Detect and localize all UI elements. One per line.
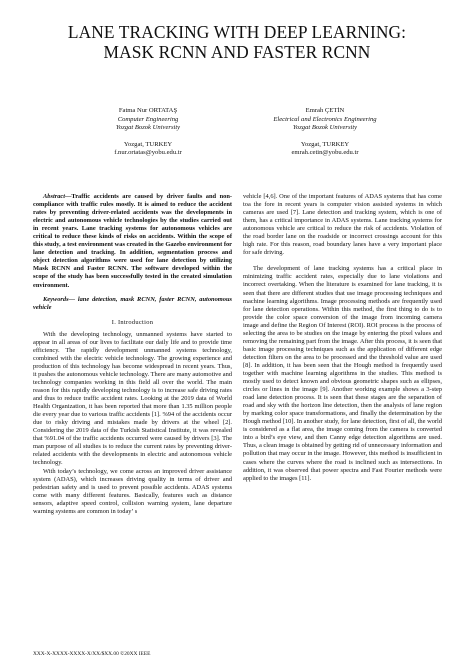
left-column bbox=[33, 193, 232, 516]
author-university: Yozgat Bozok University bbox=[115, 124, 181, 132]
author-university: Yozgat Bozok University bbox=[292, 124, 358, 132]
right-column bbox=[243, 193, 442, 483]
author-department: Computer Engineering bbox=[117, 115, 179, 123]
body-paragraph: The development of lane tracking systems has a critical place in minimizing traffic accident rates, especially due to lane violations and incorrect overtaking. When the literature is examined for lane tracking, it is seen that there are different studies that use image processing techniques and machine learning algorithms. Image processing methods are frequently used for lane detection operations. Within this method, the first thing to do is to provide the color space conversion of the image from incoming camera image and define the Region Of Interest (ROI). ROI process is the process of selecting the area to be studies on the image by entering the pixel values and removing the remaining part from the image. After this process, it is seen that basic image processing techniques such as the application of different edge detection filters on the area to be processed and the threshold value are used [8]. In addition, it has been seen that the Hough method is frequently used together with machine learning algorithms in the studies. This method is mostly used to detect known and obvious geometric shapes such as ellipses, circles or lines in the image [9]. Another working example shows a 3-step road lane detection process. It is seen that these stages are the separation of road and sky with the horizon line detection, then the analysis of lane region by marking color space transformations, and finally the determination by the Hough method [10]. In another study, for lane detection, first of all, the world is considered as a flat area, the image coming from the camera is converted into a bird’s eye view, and then Canny edge detection algorithms are used. Thus, a clean image is obtained by getting rid of unnecessary information and pollution that may occur in the image. However, this method is insufficient in cases where the curves where the road is inclined such as intersections. In addition, it was observed that power spectra and Fast Fourier methods were applied to the images [11]. bbox=[243, 265, 442, 482]
copyright-footer: XXX-X-XXXX-XXXX-X/XX/$XX.00 ©20XX IEEE bbox=[33, 651, 151, 657]
author-block-1 bbox=[63, 107, 233, 158]
author-block-2 bbox=[240, 107, 410, 158]
abstract bbox=[33, 193, 232, 290]
author-department: Electrical and Electronics Engineering bbox=[273, 115, 377, 123]
author-email: emrah.cetin@yobu.edu.tr bbox=[291, 149, 359, 157]
section-heading-introduction: I. Introduction bbox=[111, 318, 154, 326]
author-city: Yozgat, TURKEY bbox=[123, 140, 173, 148]
body-paragraph: With today’s technology, we come across an improved driver assistance system (ADAS), which increases driving quality in terms of driver and pedestrian safety and is used to prevent possible accidents. ADAS systems come with many different features. Basically, features such as distance sensors, adaptive speed control, collision warning system, lane departure warning systems are common in today’ s bbox=[33, 467, 232, 515]
body-paragraph: With the developing technology, unmanned systems have started to appear in all areas of our lives to facilitate our daily life and to provide time efficiency. The rapidly development unmanned systems technology, combined with the electric vehicle technology. The growing experience and production of this technology has become widespread in recent years. Thus, it pushes the autonomous vehicle technology. There are many automotive and technology companies working in this field all over the world. The main reason for this rapidly developing technology is to increase safe driving rates and thus to reduce traffic accident rates. Looking at the 2019 data of World Health Organization, it has been reported that more than 1.35 million people die every year due to various traffic accidents [1]. %94 of the accidents occur due to risky driving and mistakes made by drivers at the wheel [2]. Considering the 2019 data of the Turkish Statistical Institute, it was revealed that %91.04 of the traffic accidents occurred were caused by drivers [3]. The man purpose of all studies is to reduce the current rates by preventing driver- related accidents with the developments in electric and autonomous vehicle technology. bbox=[33, 330, 232, 467]
body-paragraph: vehicle [4,6]. One of the important features of ADAS systems that has come toa the fore in recent years is computer vision assisted systems in which cameras are used [7]. Lane detection and tracking system, which is one of them, has a critical importance in ADAS systems. Lane tracking systems for autonomous vehicle are critical to reduce the risk of accidents. Violation of the road border lane on the roadside or incorrect crossings account for this high rate. For this reason, road boundary lanes have a very important place for safe driving. bbox=[243, 193, 442, 257]
title-line-2: MASK RCNN AND FASTER RCNN bbox=[103, 42, 371, 62]
title-line-1: LANE TRACKING WITH DEEP LEARNING: bbox=[67, 22, 407, 42]
abstract-text: —Traffic accidents are caused by driver faults and non- compliance with traffic rules mostly. It is aimed to reduce the accident rates by preventing driver-related accidents was the developments in electric and autonomous vehicle technologies by the studies carried out in recent years. Lane tracking systems for autonomous vehicles are critical to reduce these kinds of risks on accidents. Within the scope of this study, a test environment was created in the Gazebo environment for lane detection and tracking. In addition, segmentation process and object detection algorithms were used for lane detection by utilizing Mask RCNN and Faster RCNN. The software developed within the scope of the study has been successfully tested in the created simulation environment. bbox=[33, 193, 232, 289]
author-city: Yozgat, TURKEY bbox=[300, 140, 350, 148]
abstract-lead: Abstract bbox=[43, 193, 66, 200]
paper-title bbox=[20, 22, 454, 62]
author-name: Fatma Nur ORTATAŞ bbox=[118, 107, 178, 114]
author-email: f.nur.ortatas@yobu.edu.tr bbox=[114, 149, 182, 157]
author-name: Emrah ÇETİN bbox=[305, 107, 345, 114]
keywords: Keywords— lane detection, mask RCNN, faster RCNN, autonomous vehicle bbox=[33, 295, 232, 311]
